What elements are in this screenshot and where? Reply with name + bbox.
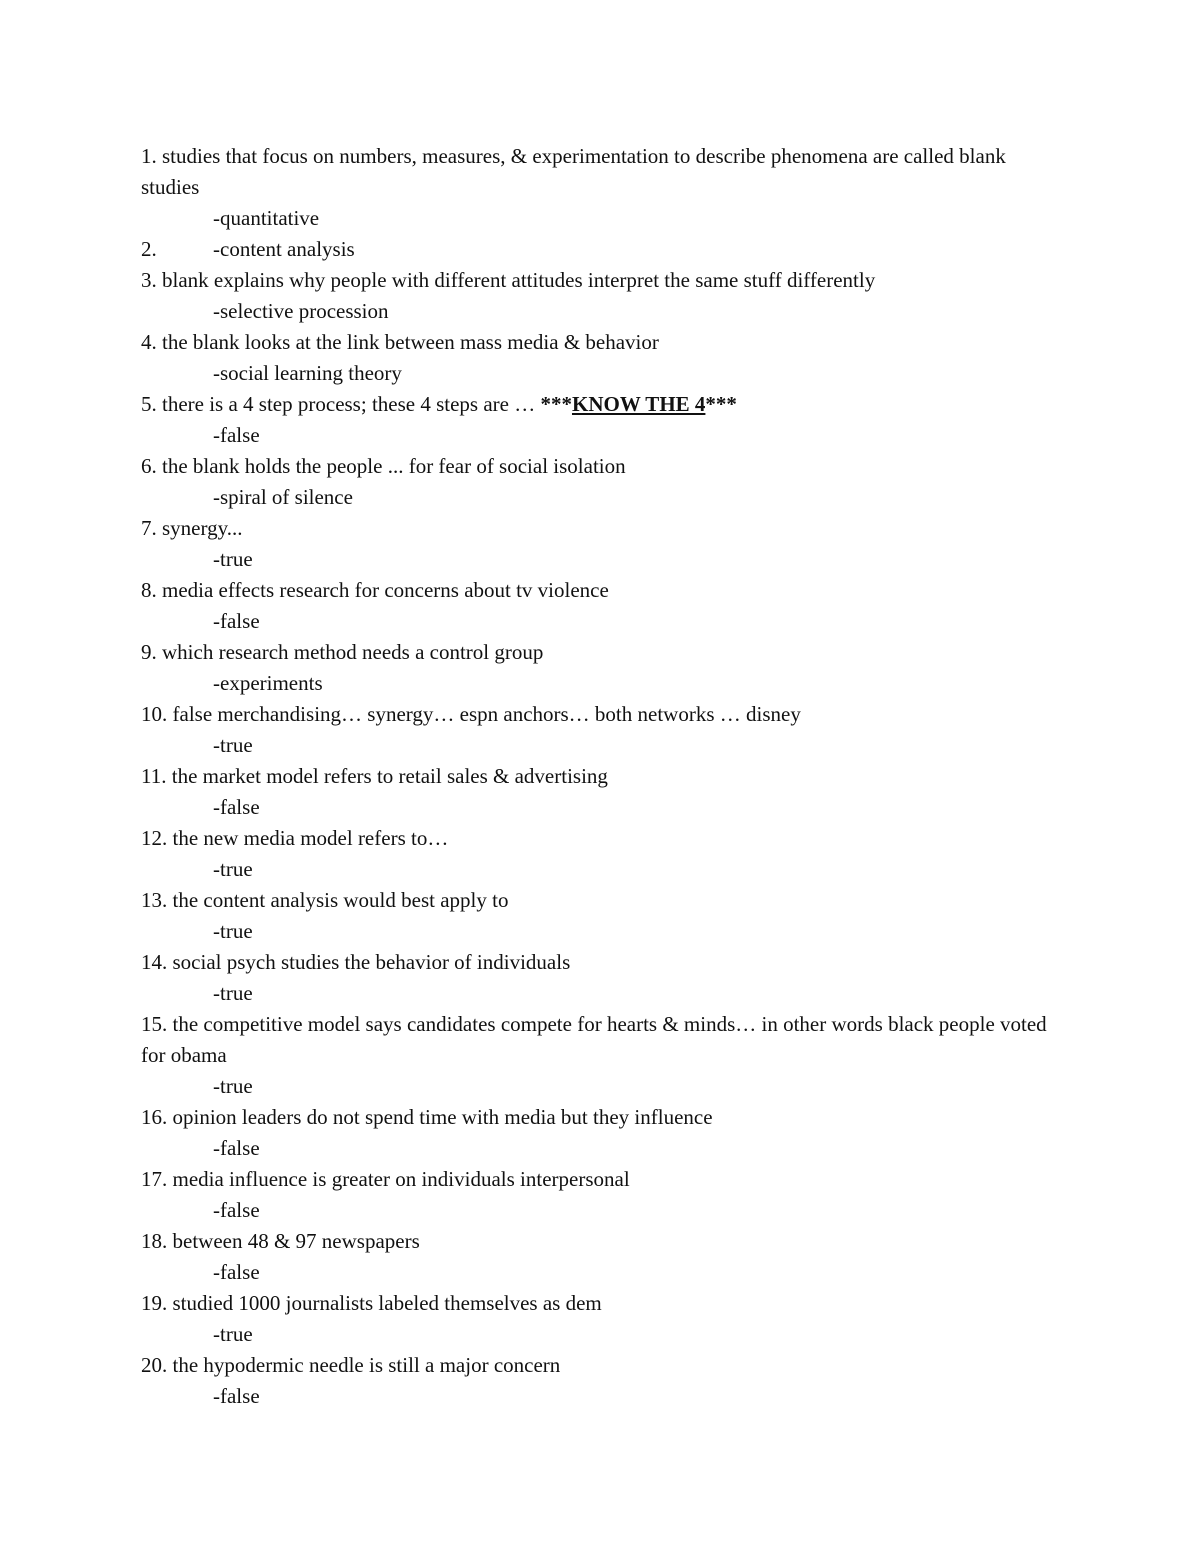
list-item (141, 513, 1061, 575)
question-line (141, 575, 1061, 606)
item-number: 9. (141, 640, 157, 664)
question-text: the blank looks at the link between mass media & behavior (162, 330, 659, 354)
item-number: 18. (141, 1229, 168, 1253)
item-number: 5. (141, 392, 157, 416)
list-item (141, 234, 1061, 265)
question-line (141, 1288, 1061, 1319)
item-number: 12. (141, 826, 168, 850)
answer-text: -false (213, 1136, 260, 1160)
list-item (141, 947, 1061, 1009)
question-text: social psych studies the behavior of individuals (172, 950, 571, 974)
question-text: media influence is greater on individuals interpersonal (172, 1167, 630, 1191)
list-item (141, 1288, 1061, 1350)
answer-text: -spiral of silence (213, 485, 353, 509)
list-item (141, 1102, 1061, 1164)
item-number: 10. (141, 702, 168, 726)
question-line (141, 637, 1061, 668)
answer-text: -true (213, 733, 253, 757)
answer-text: -true (213, 981, 253, 1005)
question-line (141, 265, 1061, 296)
question-line (141, 513, 1061, 544)
answer-text: -false (213, 609, 260, 633)
question-line (141, 1009, 1061, 1071)
question-line (141, 389, 1061, 420)
item-number: 7. (141, 516, 157, 540)
emphasis-suffix: *** (705, 392, 737, 416)
list-item (141, 1009, 1061, 1102)
question-text: which research method needs a control group (162, 640, 544, 664)
list-item (141, 1164, 1061, 1226)
item-number: 8. (141, 578, 157, 602)
list-item (141, 389, 1061, 451)
list-item (141, 265, 1061, 327)
emphasis-prefix: *** (540, 392, 572, 416)
answer-text: -social learning theory (213, 361, 402, 385)
answer-text: -false (213, 423, 260, 447)
answer-text: -true (213, 547, 253, 571)
list-item (141, 761, 1061, 823)
item-number: 2. (141, 237, 157, 261)
emphasis-note: KNOW THE 4 (571, 392, 706, 416)
question-text: false merchandising… synergy… espn anchors… both networks … disney (172, 702, 801, 726)
question-text: the hypodermic needle is still a major concern (172, 1353, 561, 1377)
question-line (141, 761, 1061, 792)
item-number: 15. (141, 1012, 168, 1036)
question-line (141, 947, 1061, 978)
question-line (141, 451, 1061, 482)
answer-text: -quantitative (213, 206, 320, 230)
question-text: synergy... (162, 516, 243, 540)
item-number: 3. (141, 268, 157, 292)
question-text: studies that focus on numbers, measures, & experimentation to describe phenomena are called blank studies (141, 144, 1012, 199)
question-line (141, 1164, 1061, 1195)
item-number: 6. (141, 454, 157, 478)
question-text: the competitive model says candidates compete for hearts & minds… in other words black people voted for obama (141, 1012, 1052, 1067)
question-text: the blank holds the people ... for fear of social isolation (162, 454, 626, 478)
list-item (141, 327, 1061, 389)
item-number: 20. (141, 1353, 168, 1377)
question-text: media effects research for concerns about tv violence (162, 578, 609, 602)
question-text: the market model refers to retail sales & advertising (171, 764, 608, 788)
item-number: 14. (141, 950, 168, 974)
list-item (141, 1350, 1061, 1412)
question-text: there is a 4 step process; these 4 steps are … (162, 392, 536, 416)
item-number: 4. (141, 330, 157, 354)
question-text: the new media model refers to… (172, 826, 449, 850)
answer-text: -true (213, 919, 253, 943)
answer-text: -experiments (213, 671, 323, 695)
question-line (141, 327, 1061, 358)
question-text: between 48 & 97 newspapers (172, 1229, 420, 1253)
list-item (141, 1226, 1061, 1288)
item-number: 11. (141, 764, 167, 788)
answer-text: -content analysis (213, 237, 355, 261)
item-number: 19. (141, 1291, 168, 1315)
list-item (141, 451, 1061, 513)
answer-text: -true (213, 1322, 253, 1346)
question-line (141, 1350, 1061, 1381)
answer-text: -selective procession (213, 299, 389, 323)
question-line (141, 823, 1061, 854)
list-item (141, 637, 1061, 699)
question-text: opinion leaders do not spend time with media but they influence (172, 1105, 713, 1129)
question-line (141, 1102, 1061, 1133)
question-line (141, 1226, 1061, 1257)
item-number: 16. (141, 1105, 168, 1129)
question-text: studied 1000 journalists labeled themselves as dem (172, 1291, 602, 1315)
item-number: 17. (141, 1167, 168, 1191)
answer-text: -false (213, 1198, 260, 1222)
answer-text: -false (213, 1260, 260, 1284)
question-list (141, 141, 1061, 1412)
item-number: 13. (141, 888, 168, 912)
list-item (141, 141, 1061, 234)
question-line (141, 234, 1061, 265)
answer-text: -false (213, 795, 260, 819)
answer-text: -true (213, 1074, 253, 1098)
question-line (141, 699, 1061, 730)
question-text: the content analysis would best apply to (172, 888, 509, 912)
list-item (141, 699, 1061, 761)
list-item (141, 575, 1061, 637)
question-line (141, 885, 1061, 916)
list-item (141, 823, 1061, 885)
list-item (141, 885, 1061, 947)
question-line (141, 141, 1061, 203)
item-number: 1. (141, 144, 157, 168)
question-text: blank explains why people with different attitudes interpret the same stuff differently (162, 268, 876, 292)
answer-text: -true (213, 857, 253, 881)
answer-text: -false (213, 1384, 260, 1408)
